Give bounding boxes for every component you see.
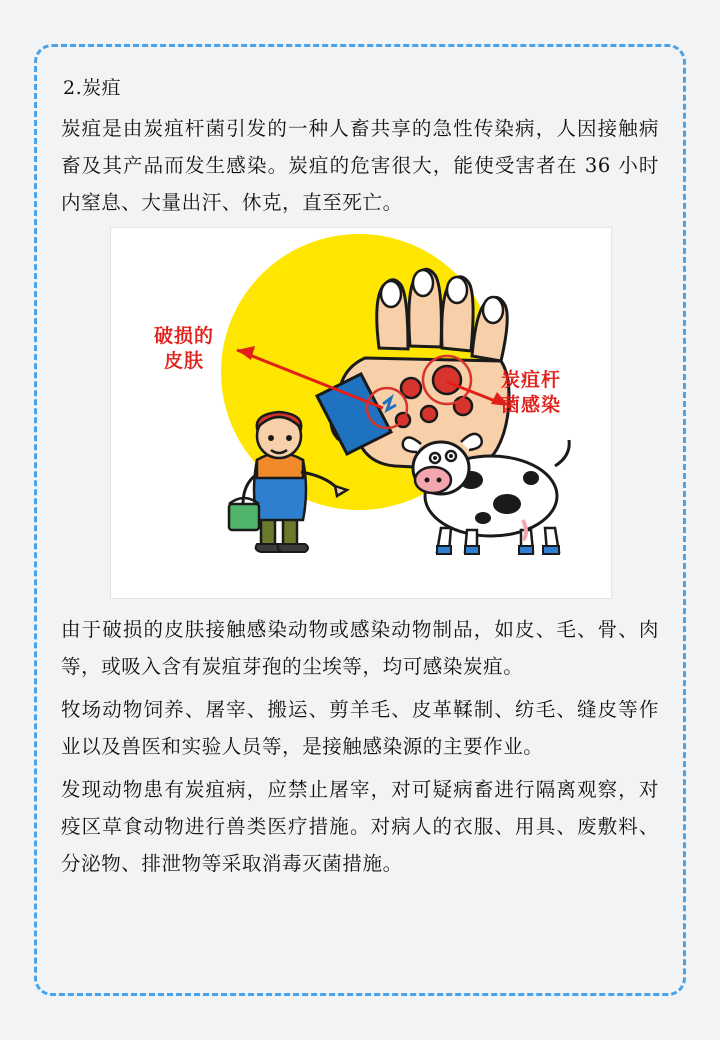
document-content bbox=[61, 73, 659, 882]
label-anthrax-infection bbox=[501, 368, 605, 418]
paragraph-3: 牧场动物饲养、屠宰、搬运、剪羊毛、皮革鞣制、纺毛、缝皮等作业以及兽医和实验人员等，是接触感染源的主要作业。 bbox=[61, 698, 659, 758]
label-broken-skin bbox=[129, 324, 239, 374]
label-broken-skin-line1: 破损的 bbox=[153, 325, 214, 347]
illustration-figure bbox=[110, 227, 610, 599]
section-heading: 2.炭疽 bbox=[63, 77, 122, 99]
paragraph-4: 发现动物患有炭疽病，应禁止屠宰，对可疑病畜进行隔离观察，对疫区草食动物进行兽类医疗措施。对病人的衣服、用具、废敷料、分泌物、排泄物等采取消毒灭菌措施。 bbox=[61, 778, 659, 875]
illustration-canvas bbox=[110, 227, 612, 599]
paragraph-2: 由于破损的皮肤接触感染动物或感染动物制品，如皮、毛、骨、肉等，或吸入含有炭疽芽孢的尘埃等，均可感染炭疽。 bbox=[61, 618, 659, 678]
label-broken-skin-line2: 皮肤 bbox=[163, 350, 204, 372]
dashed-border-frame bbox=[34, 44, 686, 996]
paragraph-1: 炭疽是由炭疽杆菌引发的一种人畜共享的急性传染病，人因接触病畜及其产品而发生感染。炭疽的危害很大，能使受害者在 36 小时内窒息、大量出汗、休克，直至死亡。 bbox=[61, 117, 659, 214]
label-anthrax-infection-line2: 菌感染 bbox=[501, 394, 562, 416]
label-anthrax-infection-line1: 炭疽杆 bbox=[501, 369, 562, 391]
farmer-figure bbox=[229, 412, 347, 552]
